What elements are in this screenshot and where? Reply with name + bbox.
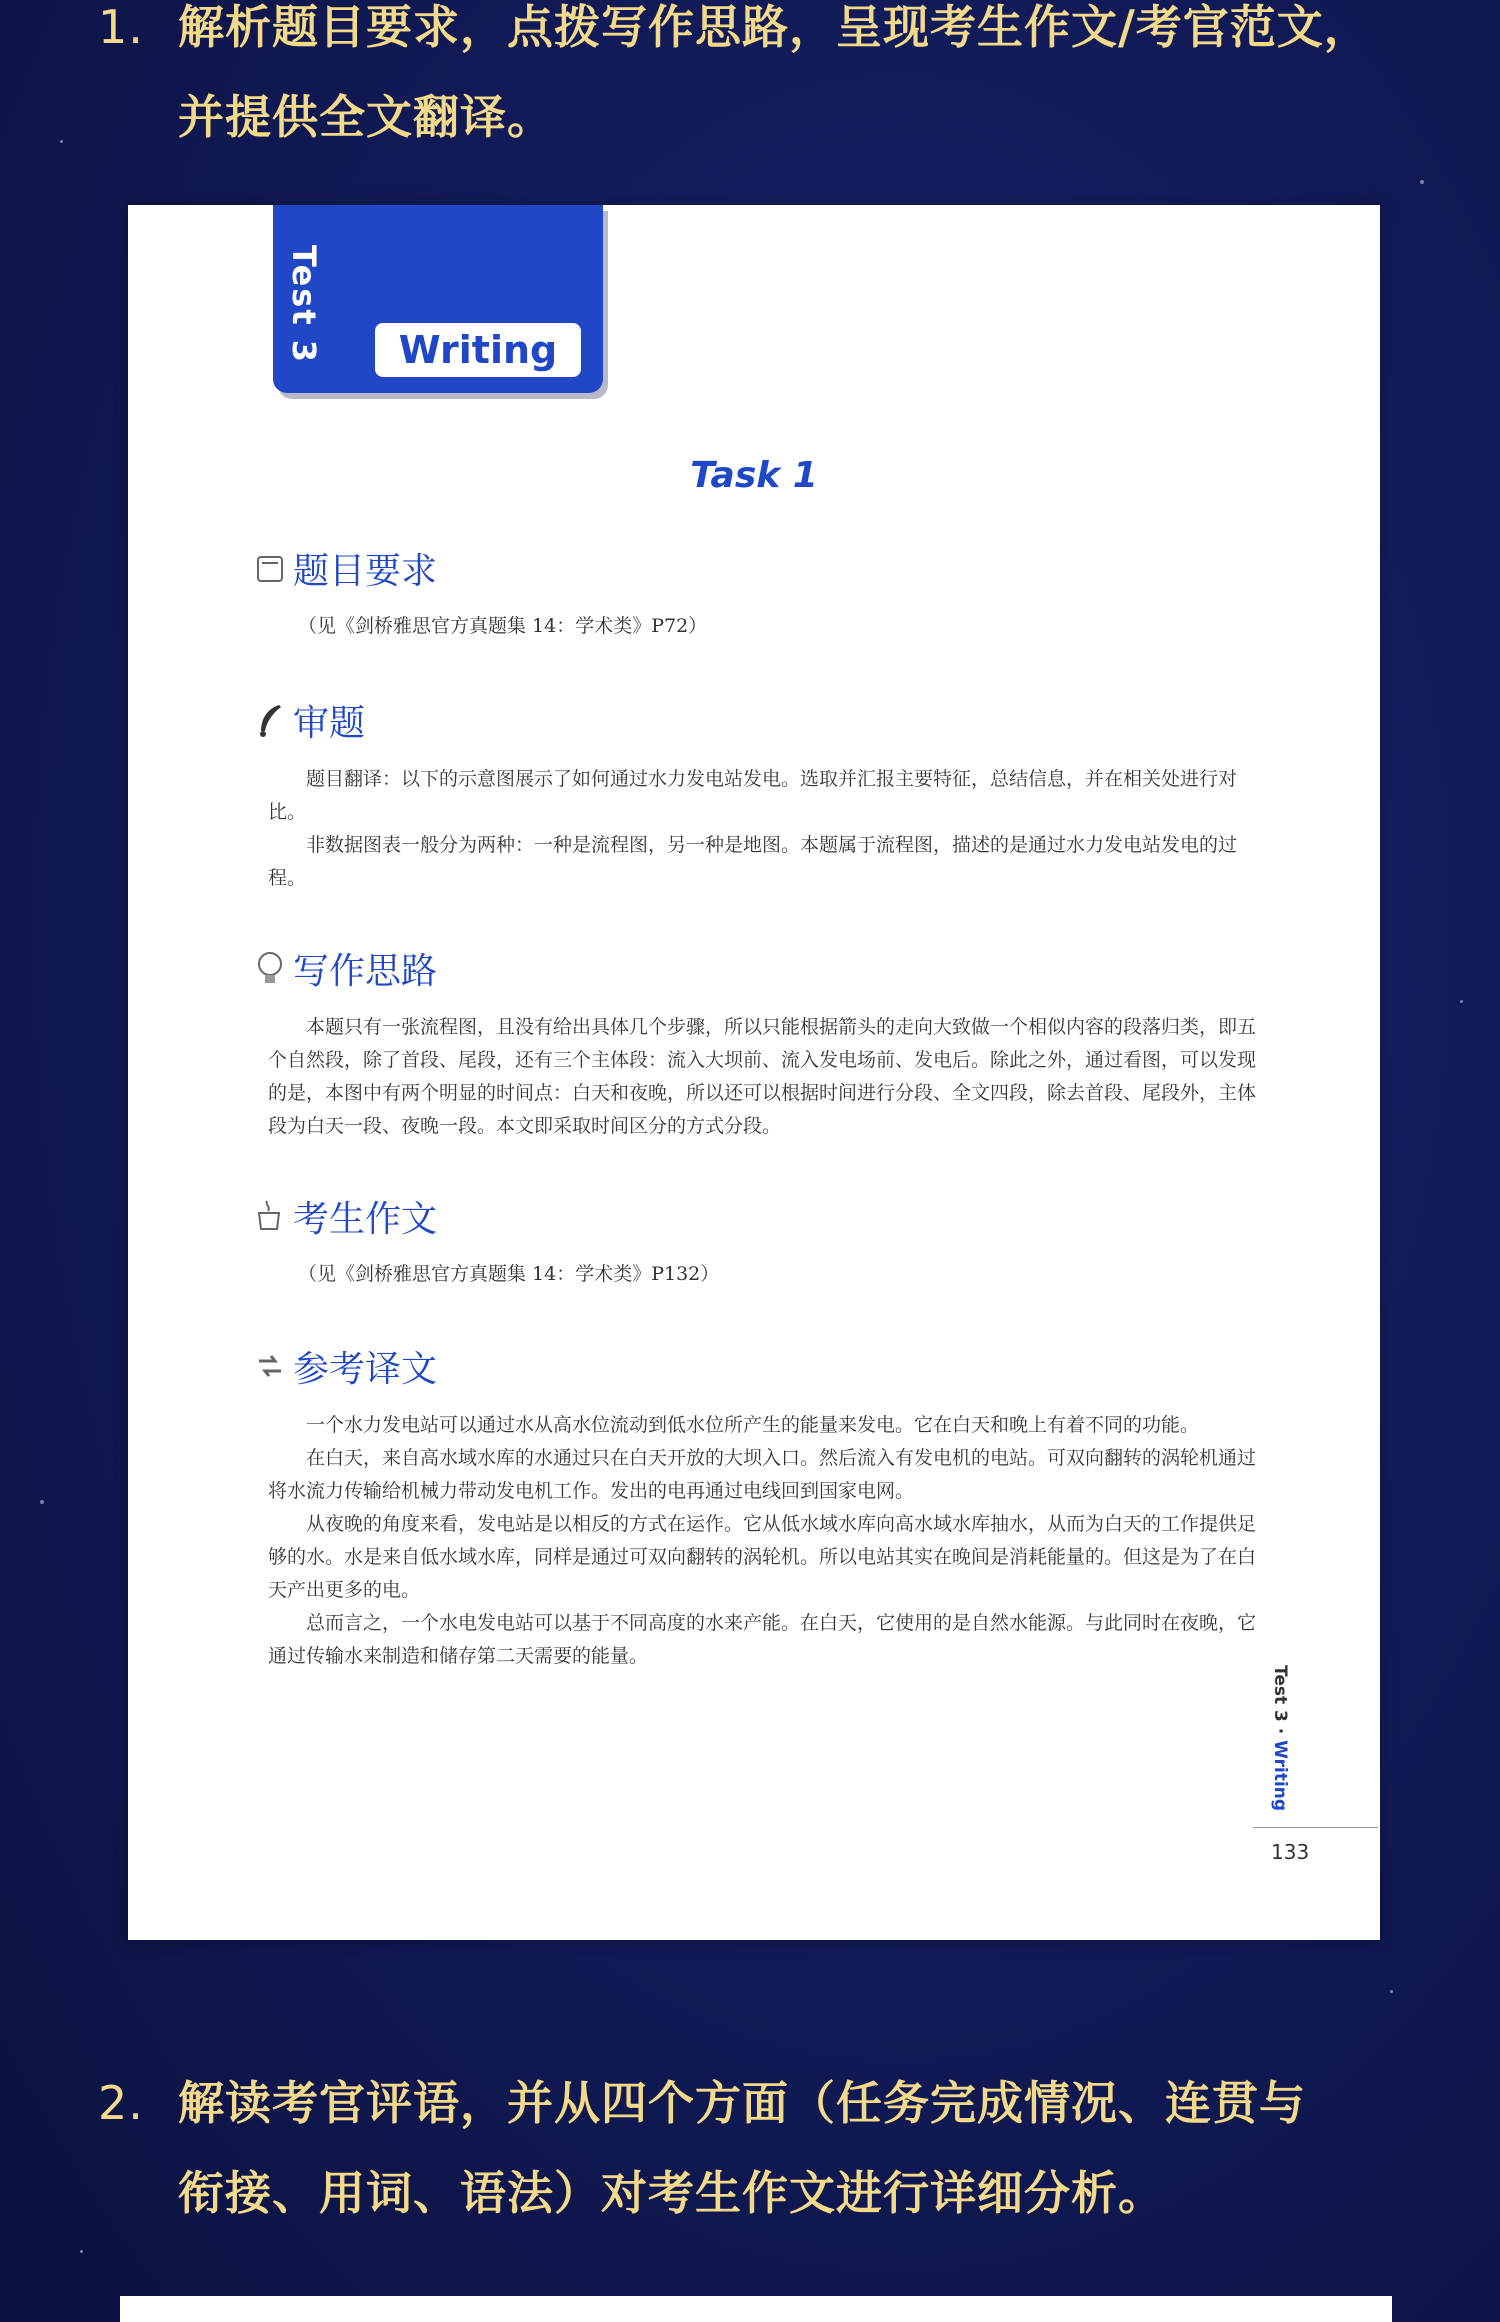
side-test-label: Test 3 ·: [1270, 1665, 1290, 1735]
section-heading: 题目要求: [293, 550, 438, 592]
body-paragraph: 本题只有一张流程图，且没有给出具体几个步骤，所以只能根据箭头的走向大致做一个相似内容的段落归类，即五个自然段，除了首段、尾段，还有三个主体段：流入大坝前、流入发电场前、发电后。除此之外，通过看图，可以发现的是，本图中有两个明显的时间点：白天和夜晚，所以还可以根据时间进行分段、全文四段，除去首段、尾段外，主体段为白天一段、夜晚一段。本文即采取时间区分的方式分段。: [268, 1016, 1257, 1137]
feature-number: 1.: [98, 0, 144, 54]
body-paragraph: 一个水力发电站可以通过水从高水位流动到低水位所产生的能量来发电。它在白天和晚上有着不同的功能。: [306, 1414, 1200, 1436]
feature-number: 2.: [98, 2076, 144, 2130]
task-title: Task 1: [690, 455, 818, 496]
section-heading: 写作思路: [293, 950, 438, 992]
section-translation: [253, 1341, 1263, 1673]
star: [1390, 1990, 1393, 1993]
feature-line: 解析题目要求，点拨写作思路，呈现考生作文/考官范文，: [178, 0, 1371, 54]
body-paragraph: 总而言之，一个水电发电站可以基于不同高度的水来产能。在白天，它使用的是自然水能源。与此同时在夜晚，它通过传输水来制造和储存第二天需要的能量。: [268, 1612, 1257, 1667]
reference-note: （见《剑桥雅思官方真题集 14：学术类》P132）: [298, 1263, 720, 1285]
star: [80, 2250, 83, 2253]
star: [40, 1500, 44, 1504]
running-side-label: [1270, 1665, 1290, 1811]
coffee-cup-icon: [253, 1197, 287, 1235]
side-writing-label: Writing: [1270, 1740, 1290, 1812]
feature-line: 衔接、用词、语法）对考生作文进行详细分析。: [178, 2166, 1165, 2220]
book-page: [128, 205, 1380, 1940]
section-tab: [273, 205, 603, 393]
section-heading: 考生作文: [293, 1198, 438, 1240]
notepad-icon: [253, 549, 287, 587]
tab-writing-label: Writing: [375, 323, 581, 377]
section-essay: [253, 1191, 1263, 1286]
translate-arrows-icon: [253, 1347, 287, 1385]
section-review: [253, 695, 1263, 895]
body-paragraph: 非数据图表一般分为两种：一种是流程图，另一种是地图。本题属于流程图，描述的是通过水力发电站发电的过程。: [268, 834, 1238, 889]
feature-heading-1: [98, 0, 1458, 162]
feature-heading-2: [98, 2058, 1458, 2238]
section-heading: 审题: [293, 702, 366, 744]
page-number: 133: [1253, 1827, 1378, 1864]
section-approach: [253, 943, 1263, 1143]
star: [1460, 1000, 1463, 1003]
star: [60, 140, 63, 143]
feature-line: 解读考官评语，并从四个方面（任务完成情况、连贯与: [178, 2076, 1306, 2130]
body-paragraph: 在白天，来自高水域水库的水通过只在白天开放的大坝入口。然后流入有发电机的电站。可双向翻转的涡轮机通过将水流力传输给机械力带动发电机工作。发出的电再通过电线回到国家电网。: [268, 1447, 1257, 1502]
body-paragraph: 从夜晚的角度来看，发电站是以相反的方式在运作。它从低水域水库向高水域水库抽水，从而为白天的工作提供足够的水。水是来自低水域水库，同样是通过可双向翻转的涡轮机。所以电站其实在晚间是消耗能量的。但这是为了在白天产出更多的电。: [268, 1513, 1257, 1601]
feature-line: 并提供全文翻译。: [178, 90, 554, 144]
section-heading: 参考译文: [293, 1348, 438, 1390]
section-requirement: [253, 543, 1263, 638]
body-paragraph: 题目翻译：以下的示意图展示了如何通过水力发电站发电。选取并汇报主要特征，总结信息，并在相关处进行对比。: [268, 768, 1238, 823]
tab-test-label: Test 3: [285, 245, 323, 365]
star: [1420, 180, 1424, 184]
lightbulb-icon: [253, 949, 287, 987]
next-page-edge: [120, 2296, 1392, 2322]
reference-note: （见《剑桥雅思官方真题集 14：学术类》P72）: [298, 615, 708, 637]
quill-pen-icon: [253, 701, 287, 739]
